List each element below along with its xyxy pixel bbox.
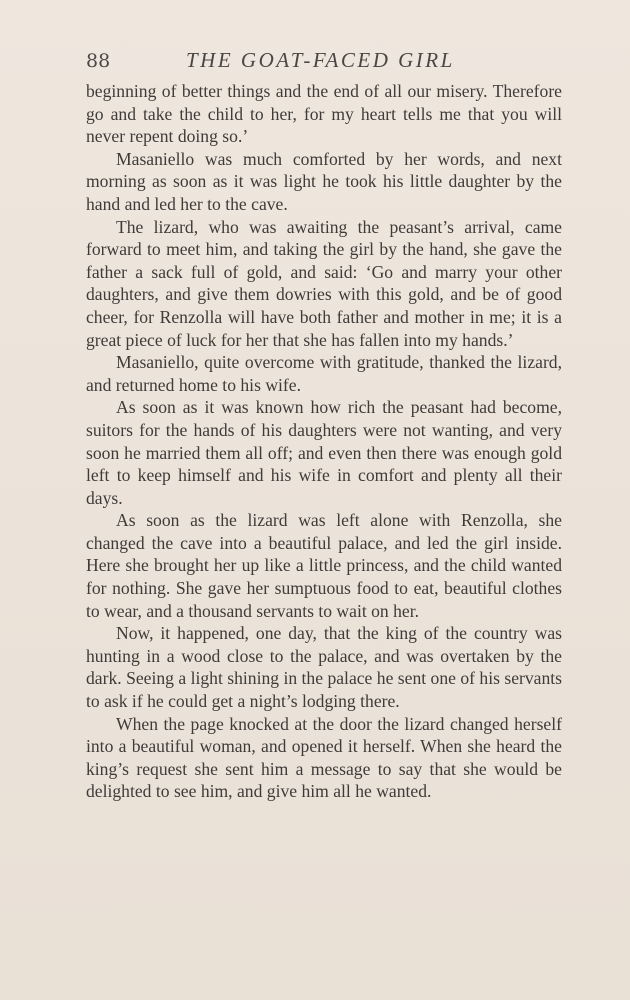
paragraph: beginning of better things and the end of all our misery. Therefore go and take the child to her, for my heart tells me that you will never repent doing so.’ xyxy=(86,81,562,147)
paragraph: Now, it happened, one day, that the king of the country was hunting in a wood close to the palace, and was overtaken by the dark. Seeing a light shining in the palace he sent one of his servants to ask if he could get a night’s lodging there. xyxy=(86,623,562,712)
body-text xyxy=(86,80,562,803)
page-number: 88 xyxy=(86,50,111,72)
paragraph: Masaniello was much comforted by her words, and next morning as soon as it was light he took his little daughter by the hand and led her to the cave. xyxy=(86,148,562,214)
paragraph: As soon as the lizard was left alone with Renzolla, she changed the cave into a beautiful palace, and led the girl inside. Here she brought her up like a little princess, and the child wanted for nothing. She gave her sumptuous food to eat, beautiful clothes to wear, and a thousand servants to wait on her. xyxy=(86,510,562,621)
paragraph: As soon as it was known how rich the peasant had become, suitors for the hands of his daughters were not wanting, and very soon he married them all off; and even then there was enough gold left to keep himself and his wife in comfort and plenty all their days. xyxy=(86,397,562,508)
paragraph: Masaniello, quite overcome with gratitude, thanked the lizard, and returned home to his wife. xyxy=(86,352,562,395)
running-title: THE GOAT-FACED GIRL xyxy=(186,48,455,72)
paragraph: When the page knocked at the door the lizard changed herself into a beautiful woman, and opened it herself. When she heard the king’s request she sent him a message to say that she would be delighted to see him, and give him all he wanted. xyxy=(86,713,562,802)
paragraph: The lizard, who was awaiting the peasant’s arrival, came forward to meet him, and taking the girl by the hand, she gave the father a sack full of gold, and said: ‘Go and marry your other daughters, and give them dowries with this gold, and be of good cheer, for Renzolla will have both father and mother in me; it is a great piece of luck for her that she has fallen into my hands.’ xyxy=(86,216,562,350)
page-header xyxy=(86,42,566,82)
